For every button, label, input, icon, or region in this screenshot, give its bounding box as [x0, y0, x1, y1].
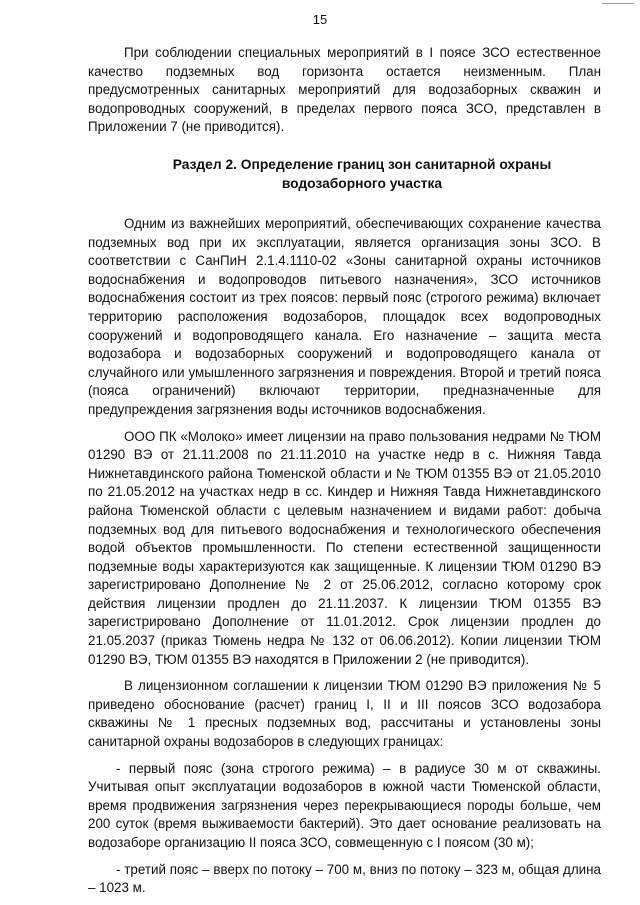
intro-block — [88, 44, 601, 137]
section-heading — [88, 156, 636, 193]
scan-edge-mark — [602, 3, 634, 4]
bullet-first-belt: - первый пояс (зона строгого режима) – в радиусе 30 м от скважины. Учитывая опыт эксплуатации водозаборов в южной части Тюменской области, время продвижения загрязнения через перекрывающиеся породы больше, чем 200 суток (время выживаемости бактерий). Это дает основание реализовать на водозаборе организацию II пояса ЗСО, совмещенную с I поясом (30 м); — [88, 760, 601, 850]
paragraph-sanitary-zones: Одним из важнейших мероприятий, обеспечивающих сохранение качества подземных вод при их эксплуатации, является организация зоны ЗСО. В соответствии с СанПиН 2.1.4.1110-02 «Зоны санитарной охраны источников водоснабжения и водопроводов питьевого назначения», ЗСО источников водоснабжения состоит из трех поясов: первый пояс (строгого режима) включает территорию расположения водозаборов, площадок всех водопроводных сооружений и водопроводящего канала. Его назначение – защита места водозабора и водозаборных сооружений и водопроводящего канала от случайного или умышленного загрязнения и повреждения. Второй и третий пояса (пояса ограничений) включают территории, предназначенные для предупреждения загрязнения воды источников водоснабжения. — [88, 216, 601, 417]
intro-paragraph: При соблюдении специальных мероприятий в I поясе ЗСО естественное качество подземных вод горизонта остается неизменным. План предусмотренных санитарных мероприятий для водозаборных скважин и водопроводных сооружений, в пределах первого пояса ЗСО, представлен в Приложении 7 (не приводится). — [88, 45, 601, 135]
section-body — [88, 215, 601, 898]
page-number: 15 — [312, 12, 328, 27]
section-title-line-1: Раздел 2. Определение границ зон санитарной охраны — [172, 157, 552, 172]
paragraph-licenses: ООО ПК «Молоко» имеет лицензии на право пользования недрами № ТЮМ 01290 ВЭ от 21.11.2008 по 21.11.2010 на участке недр в с. Нижняя Тавда Нижнетавдинского района Тюменской области и № ТЮМ 01355 ВЭ от 21.05.2010 по 21.05.2012 на участках недр в сс. Киндер и Нижняя Тавда Нижнетавдинского района Тюменской области с целевым назначением и видами работ: добыча подземных вод для питьевого водоснабжения и технологического обеспечения водой объектов промышленности. По степени естественной защищенности подземные воды характеризуются как защищенные. К лицензии ТЮМ 01290 ВЭ зарегистрировано Дополнение № 2 от 25.06.2012, согласно которому срок действия лицензии продлен до 21.11.2037. К лицензии ТЮМ 01355 ВЭ зарегистрировано Дополнение от 11.01.2012. Срок лицензии продлен до 21.05.2037 (приказ Тюмень недра № 132 от 06.06.2012). Копии лицензии ТЮМ 01290 ВЭ, ТЮМ 01355 ВЭ находятся в Приложении 2 (не приводится). — [88, 428, 601, 667]
paragraph-license-agreement: В лицензионном соглашении к лицензии ТЮМ 01290 ВЭ приложения № 5 приведено обоснование (расчет) границ I, II и III поясов ЗСО водозабора скважины № 1 пресных подземных вод, рассчитаны и установлены зоны санитарной охраны водозаборов в следующих границах: — [88, 678, 601, 750]
section-title-line-2: водозаборного участка — [281, 175, 443, 191]
bullet-third-belt: - третий пояс – вверх по потоку – 700 м, вниз по потоку – 323 м, общая длина – 1023 м. — [88, 861, 601, 896]
